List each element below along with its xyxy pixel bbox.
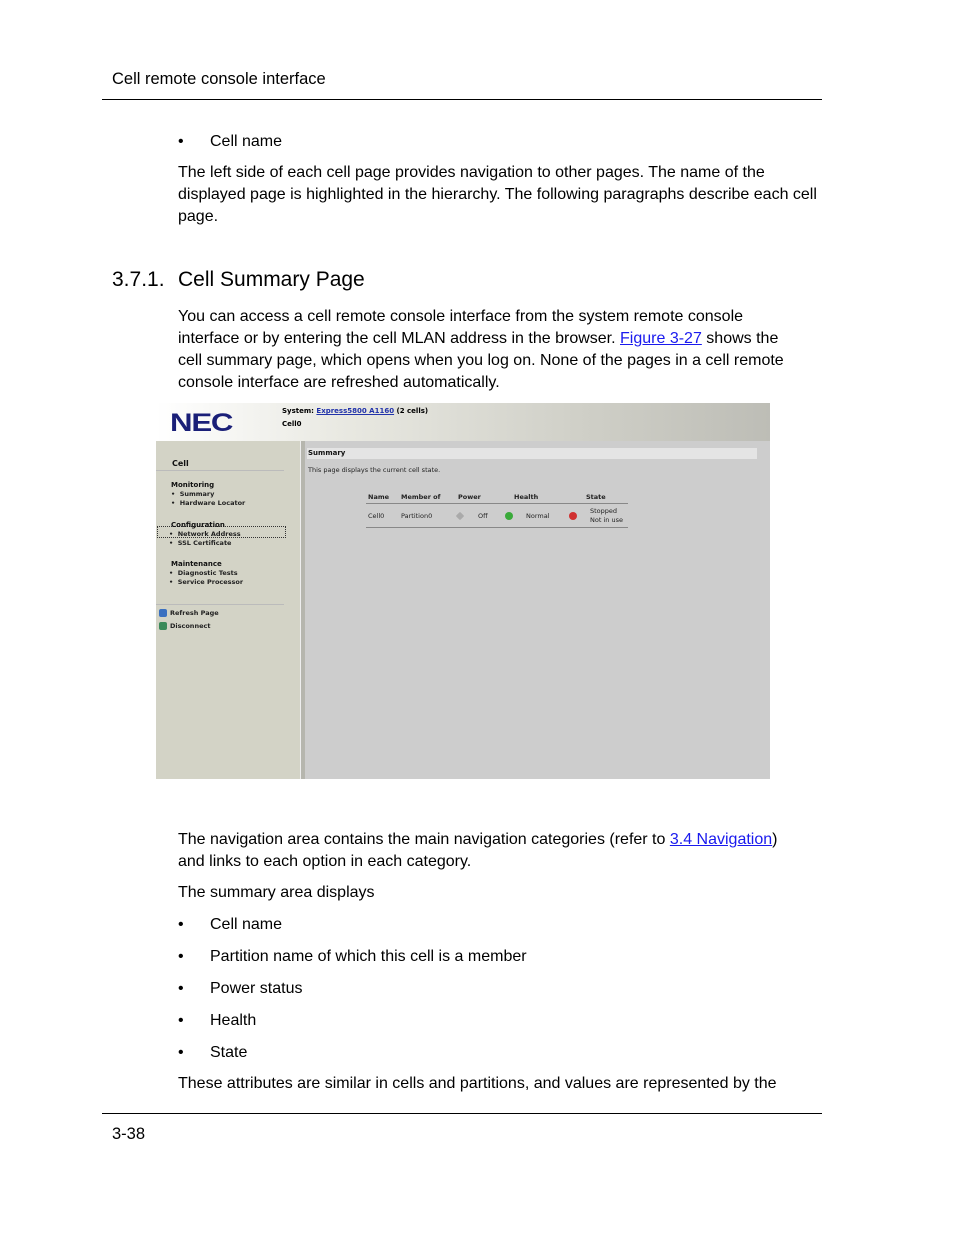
- cell-state-value: Stopped: [590, 507, 618, 515]
- nec-logo: NEC: [170, 409, 233, 437]
- bullet-icon: •: [178, 916, 184, 933]
- nav-group-configuration: Configuration: [171, 521, 225, 529]
- cell-name-value: Cell0: [368, 512, 385, 520]
- cell-label: Cell0: [282, 420, 302, 428]
- disconnect-link[interactable]: Disconnect: [170, 622, 211, 630]
- page-number: 3-38: [112, 1125, 146, 1143]
- banner: [156, 403, 770, 441]
- cell-state-detail: Not in use: [590, 516, 623, 524]
- col-header-health: Health: [514, 493, 539, 501]
- bullet-icon: •: [178, 133, 184, 150]
- cell-summary-screenshot: [156, 403, 770, 779]
- health-ok-icon: [505, 512, 513, 520]
- cell-health-value: Normal: [526, 512, 550, 520]
- running-header: Cell remote console interface: [112, 70, 326, 88]
- navigation-link[interactable]: 3.4 Navigation: [669, 831, 773, 848]
- intro-paragraph: The left side of each cell page provides navigation to other pages. The name of the displayed page is highlighted in the hierarchy. The following paragraphs describe each cell page.: [178, 164, 817, 225]
- footer-rule: [102, 1113, 822, 1114]
- nav-group-monitoring: Monitoring: [171, 481, 215, 489]
- bullet-icon: •: [178, 1044, 184, 1061]
- bullet-icon: •: [178, 948, 184, 965]
- summary-pane: [305, 441, 770, 779]
- section-number: 3.7.1.: [112, 268, 165, 291]
- nav-root: Cell: [172, 459, 189, 468]
- navigation-paragraph: The navigation area contains the main navigation categories (refer to 3.4 Navigation) and links to each option in each category.: [178, 831, 778, 870]
- nav-item-summary[interactable]: • Summary: [171, 490, 215, 498]
- section-title: Cell Summary Page: [178, 268, 365, 291]
- col-header-power: Power: [458, 493, 481, 501]
- col-header-state: State: [586, 493, 606, 501]
- navigation-pane: [156, 441, 300, 779]
- disconnect-icon: [159, 622, 167, 630]
- bullet-icon: •: [178, 1012, 184, 1029]
- nav-item-ssl-certificate[interactable]: • SSL Certificate: [169, 539, 232, 547]
- system-link[interactable]: Express5800 A1160: [316, 407, 395, 415]
- section-paragraph: You can access a cell remote console interface from the system remote console interface or by entering the cell MLAN address in the browser. Figure 3-27 shows the cell summary page, which opens when you log on. None of the pages in a cell remote console interface are refreshed automatically.: [178, 308, 784, 391]
- col-header-member: Member of: [401, 493, 441, 501]
- refresh-page-link[interactable]: Refresh Page: [170, 609, 219, 617]
- header-rule: [102, 99, 822, 100]
- nav-item-network-address[interactable]: • Network Address: [169, 530, 241, 538]
- figure-link[interactable]: Figure 3-27: [620, 330, 702, 347]
- summary-title: Summary: [308, 449, 346, 457]
- refresh-icon: [159, 609, 167, 617]
- stopped-icon: [569, 512, 577, 520]
- cell-power-value: Off: [478, 512, 488, 520]
- nav-item-diagnostic-tests[interactable]: • Diagnostic Tests: [169, 569, 238, 577]
- nav-item-hardware-locator[interactable]: • Hardware Locator: [171, 499, 246, 507]
- nav-item-service-processor[interactable]: • Service Processor: [169, 578, 244, 586]
- cell-member-value: Partition0: [401, 512, 433, 520]
- col-header-name: Name: [368, 493, 390, 501]
- closing-paragraph: These attributes are similar in cells and partitions, and values are represented by the: [178, 1075, 777, 1092]
- system-line: System: Express5800 A1160 (2 cells): [282, 407, 429, 415]
- summary-intro: The summary area displays: [178, 884, 375, 901]
- summary-description: This page displays the current cell state.: [308, 466, 441, 474]
- nav-group-maintenance: Maintenance: [171, 560, 222, 568]
- summary-title-bar: [307, 448, 757, 459]
- bullet-icon: •: [178, 980, 184, 997]
